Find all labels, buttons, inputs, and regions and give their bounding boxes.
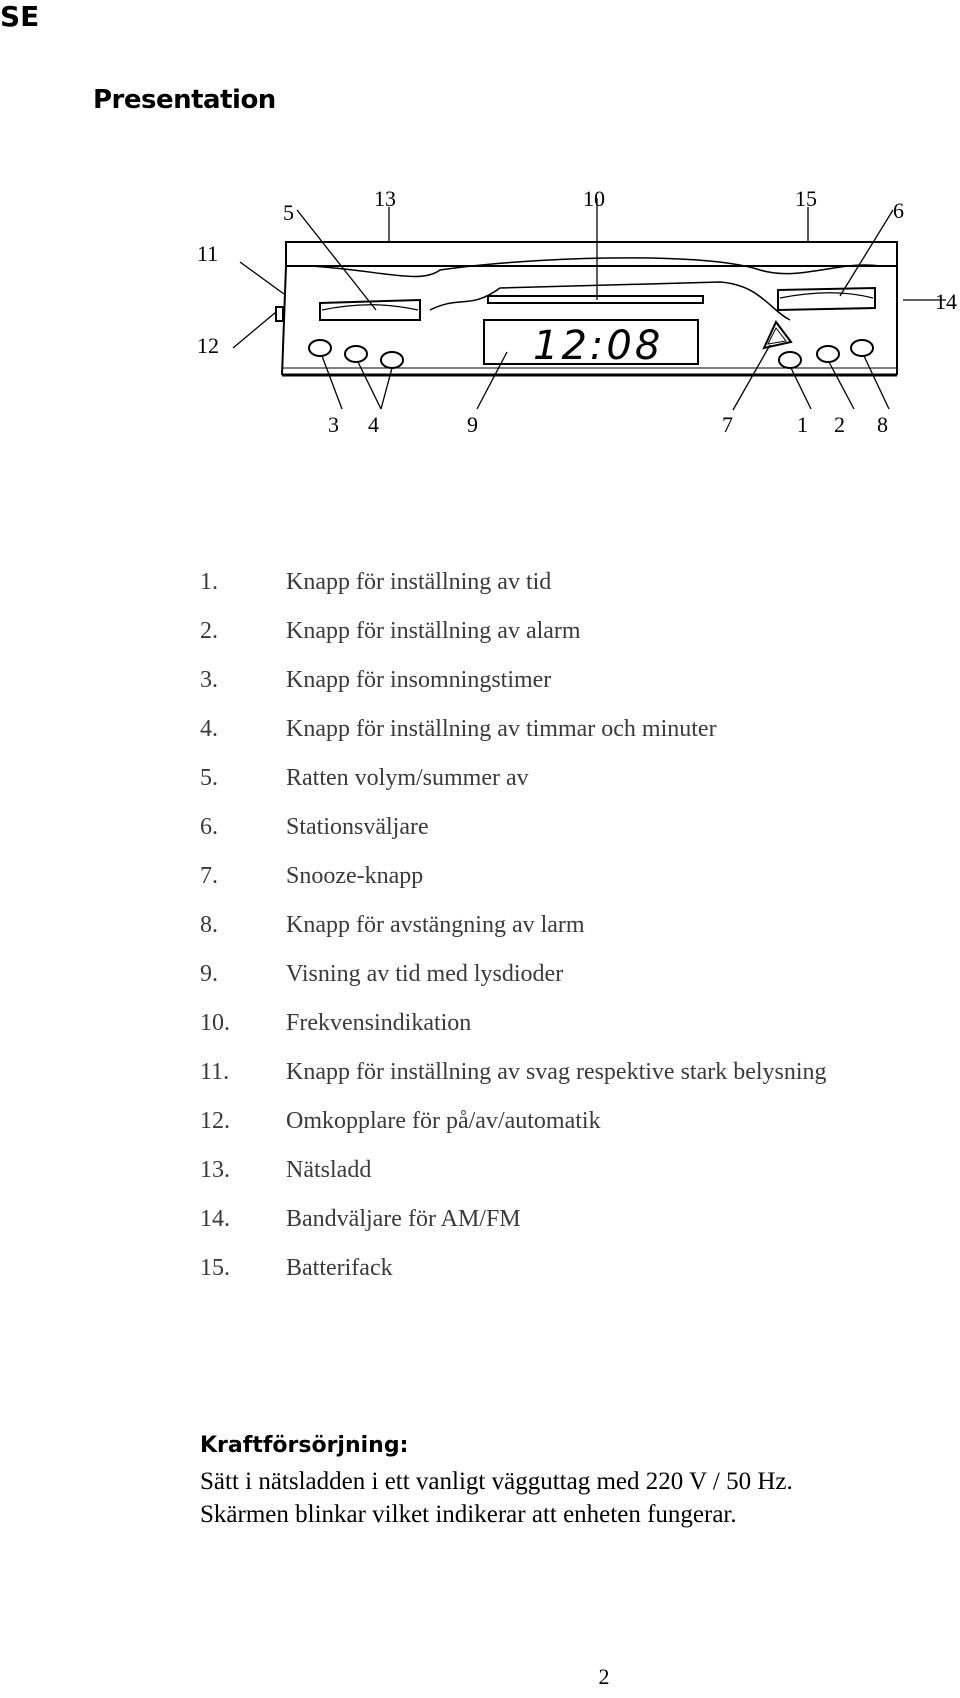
item-label: Omkopplare för på/av/automatik xyxy=(286,1108,601,1134)
item-label: Nätsladd xyxy=(286,1157,372,1183)
item-label: Ratten volym/summer av xyxy=(286,765,529,791)
item-label: Knapp för inställning av alarm xyxy=(286,618,581,644)
item-number: 4. xyxy=(200,716,218,742)
item-number: 15. xyxy=(200,1255,230,1281)
item-label: Visning av tid med lysdioder xyxy=(286,961,564,987)
item-number: 14. xyxy=(200,1206,230,1232)
callout-2: 2 xyxy=(834,412,845,437)
item-label: Knapp för inställning av timmar och minuter xyxy=(286,716,717,742)
language-code: SE xyxy=(0,0,40,33)
callout-3: 3 xyxy=(328,412,339,437)
power-text-line-1: Sätt i nätsladden i ett vanligt vägguttag med 220 V / 50 Hz. xyxy=(200,1468,793,1495)
item-label: Knapp för inställning av tid xyxy=(286,569,552,595)
item-number: 9. xyxy=(200,961,218,987)
callout-1: 1 xyxy=(797,412,808,437)
callout-6: 6 xyxy=(893,198,904,223)
callout-5: 5 xyxy=(283,200,294,225)
item-number: 3. xyxy=(200,667,218,693)
callout-numbers xyxy=(197,186,957,437)
item-label: Knapp för avstängning av larm xyxy=(286,912,585,938)
callout-4: 4 xyxy=(368,412,379,437)
page-number: 2 xyxy=(598,1664,610,1689)
item-label: Frekvensindikation xyxy=(286,1010,472,1036)
item-label: Stationsväljare xyxy=(286,814,429,840)
power-heading: Kraftförsörjning: xyxy=(200,1433,409,1458)
power-text-line-2: Skärmen blinkar vilket indikerar att enheten fungerar. xyxy=(200,1501,737,1528)
item-number: 7. xyxy=(200,863,218,889)
button-3 xyxy=(309,340,331,356)
callout-11: 11 xyxy=(197,241,219,266)
item-number: 13. xyxy=(200,1157,230,1183)
item-number: 2. xyxy=(200,618,218,644)
radio-diagram xyxy=(0,170,960,460)
lcd-time: 12:08 xyxy=(533,323,664,369)
item-label: Snooze-knapp xyxy=(286,863,424,889)
button-2 xyxy=(817,346,839,362)
callout-8: 8 xyxy=(877,412,888,437)
item-label: Bandväljare för AM/FM xyxy=(286,1206,521,1232)
item-number: 6. xyxy=(200,814,218,840)
button-1 xyxy=(779,352,801,368)
item-label: Batterifack xyxy=(286,1255,393,1281)
item-number: 12. xyxy=(200,1108,230,1134)
button-4a xyxy=(345,346,367,362)
callout-9: 9 xyxy=(467,412,478,437)
button-4b xyxy=(381,352,403,368)
item-number: 1. xyxy=(200,569,218,595)
callout-15: 15 xyxy=(795,186,817,211)
item-number: 10. xyxy=(200,1010,230,1036)
item-number: 11. xyxy=(200,1059,230,1085)
item-label: Knapp för inställning av svag respektive stark belysning xyxy=(286,1059,827,1085)
callout-14: 14 xyxy=(935,289,957,314)
callout-12: 12 xyxy=(197,333,219,358)
button-8 xyxy=(851,340,873,356)
item-number: 8. xyxy=(200,912,218,938)
item-number: 5. xyxy=(200,765,218,791)
item-label: Knapp för insomningstimer xyxy=(286,667,552,693)
callout-7: 7 xyxy=(722,412,733,437)
callout-10: 10 xyxy=(583,186,605,211)
section-title: Presentation xyxy=(93,85,276,115)
callout-13: 13 xyxy=(374,186,396,211)
